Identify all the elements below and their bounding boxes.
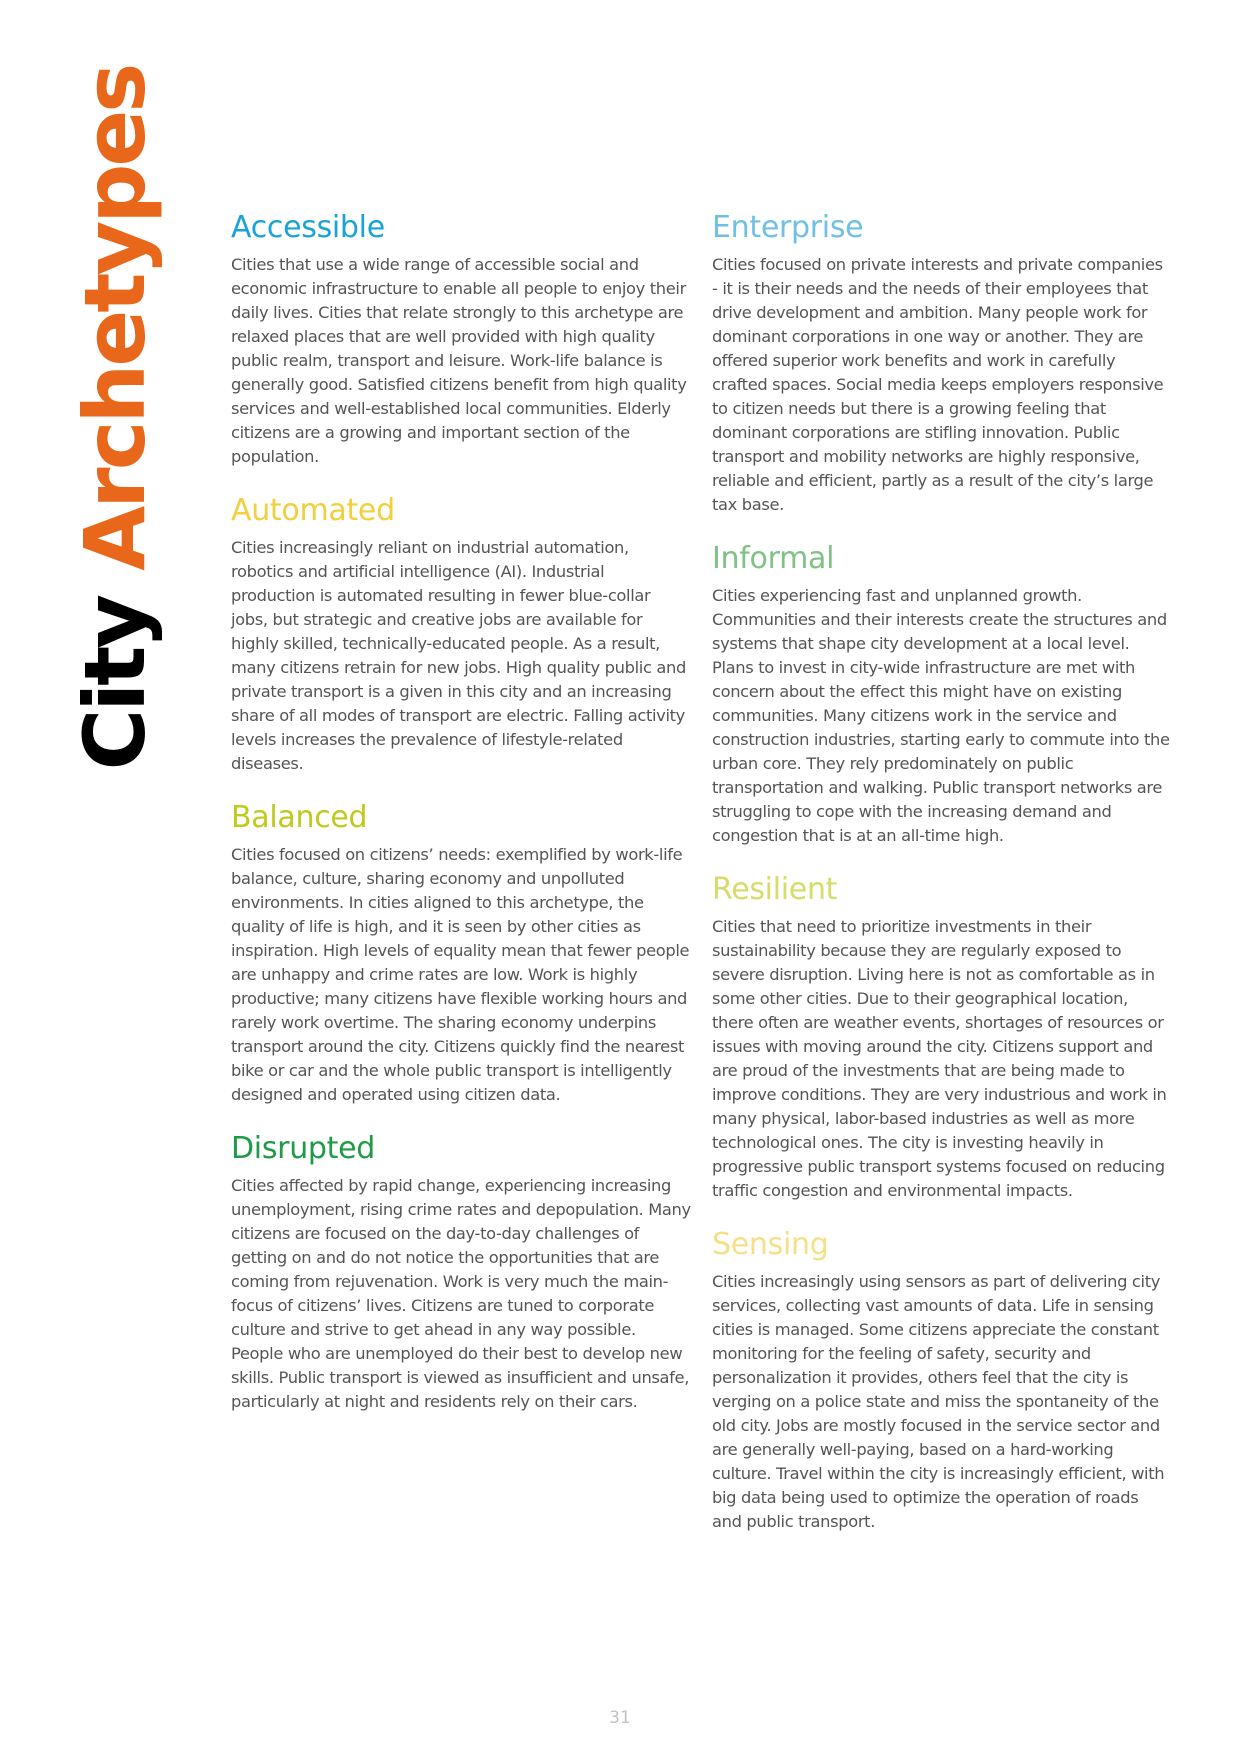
page-number: 31 [609, 1708, 631, 1728]
section-disrupted [231, 1129, 691, 1414]
section-accessible [231, 208, 691, 469]
section-balanced [231, 798, 691, 1107]
section-heading: Automated [231, 493, 395, 528]
section-heading: Sensing [712, 1227, 829, 1262]
section-resilient [712, 870, 1172, 1203]
section-heading: Enterprise [712, 210, 864, 245]
section-heading: Balanced [231, 800, 368, 835]
section-body: Cities focused on citizens’ needs: exemplified by work-life balance, culture, sharing economy and unpolluted environments. In cities aligned to this archetype, the quality of life is high, and it is seen by other cities as inspiration. High levels of equality mean that fewer people are unhappy and crime rates are low. Work is highly productive; many citizens have flexible working hours and rarely work overtime. The sharing economy underpins transport around the city. Citizens quickly find the nearest bike or car and the whole public transport is intelligently designed and operated using citizen data. [231, 845, 690, 1104]
section-body: Cities experiencing fast and unplanned growth. Communities and their interests create the structures and systems that shape city development at a local level. Plans to invest in city-wide infrastructure are met with concern about the effect this might have on existing communities. Many citizens work in the service and construction industries, starting early to commute into the urban core. They rely predominately on public transportation and walking. Public transport networks are struggling to cope with the increasing demand and congestion that is at an all-time high. [712, 586, 1170, 845]
section-heading: Resilient [712, 872, 838, 907]
title-word-archetypes: Archetypes [66, 65, 164, 571]
section-heading: Informal [712, 541, 835, 576]
left-column [231, 208, 691, 1436]
title-word-city: City [66, 596, 164, 771]
section-body: Cities that use a wide range of accessible social and economic infrastructure to enable all people to enjoy their daily lives. Cities that relate strongly to this archetype are relaxed places that are well provided with high quality public realm, transport and leisure. Work-life balance is generally good. Satisfied citizens benefit from high quality services and well-established local communities. Elderly citizens are a growing and important section of the population. [231, 255, 687, 466]
section-body: Cities affected by rapid change, experiencing increasing unemployment, rising crime rates and depopulation. Many citizens are focused on the day-to-day challenges of getting on and do not notice the opportunities that are coming from rejuvenation. Work is very much the main-focus of citizens’ lives. Citizens are tuned to corporate culture and strive to get ahead in any way possible. People who are unemployed do their best to develop new skills. Public transport is viewed as insufficient and unsafe, particularly at night and residents rely on their cars. [231, 1176, 691, 1411]
vertical-title [66, 65, 164, 771]
section-body: Cities increasingly using sensors as part of delivering city services, collecting vast amounts of data. Life in sensing cities is managed. Some citizens appreciate the constant monitoring for the feeling of safety, security and personalization it provides, others feel that the city is verging on a police state and miss the spontaneity of the old city. Jobs are mostly focused in the service sector and are generally well-paying, based on a hard-working culture. Travel within the city is increasingly efficient, with big data being used to optimize the operation of roads and public transport. [712, 1272, 1165, 1531]
section-enterprise [712, 208, 1172, 517]
section-body: Cities that need to prioritize investments in their sustainability because they are regularly exposed to severe disruption. Living here is not as comfortable as in some other cities. Due to their geographical location, there often are weather events, shortages of resources or issues with moving around the city. Citizens support and are proud of the investments that are being made to improve conditions. They are very industrious and work in many physical, labor-based industries as well as more technological ones. The city is investing heavily in progressive public transport systems focused on reducing traffic congestion and environmental impacts. [712, 917, 1167, 1200]
section-sensing [712, 1225, 1172, 1534]
section-heading: Disrupted [231, 1131, 376, 1166]
right-column [712, 208, 1172, 1556]
section-body: Cities focused on private interests and private companies - it is their needs and the needs of their employees that drive development and ambition. Many people work for dominant corporations in one way or another. They are offered superior work benefits and work in carefully crafted spaces. Social media keeps employers responsive to citizen needs but there is a growing feeling that dominant corporations are stifling innovation. Public transport and mobility networks are highly responsive, reliable and efficient, partly as a result of the city’s large tax base. [712, 255, 1164, 514]
section-heading: Accessible [231, 210, 385, 245]
section-body: Cities increasingly reliant on industrial automation, robotics and artificial intelligence (AI). Industrial production is automated resulting in fewer blue-collar jobs, but strategic and creative jobs are available for highly skilled, technically-educated people. As a result, many citizens retrain for new jobs. High quality public and private transport is a given in this city and an increasing share of all modes of transport are electric. Falling activity levels increases the prevalence of lifestyle-related diseases. [231, 538, 686, 773]
vertical-title-text [66, 65, 164, 771]
section-informal [712, 539, 1172, 848]
section-automated [231, 491, 691, 776]
